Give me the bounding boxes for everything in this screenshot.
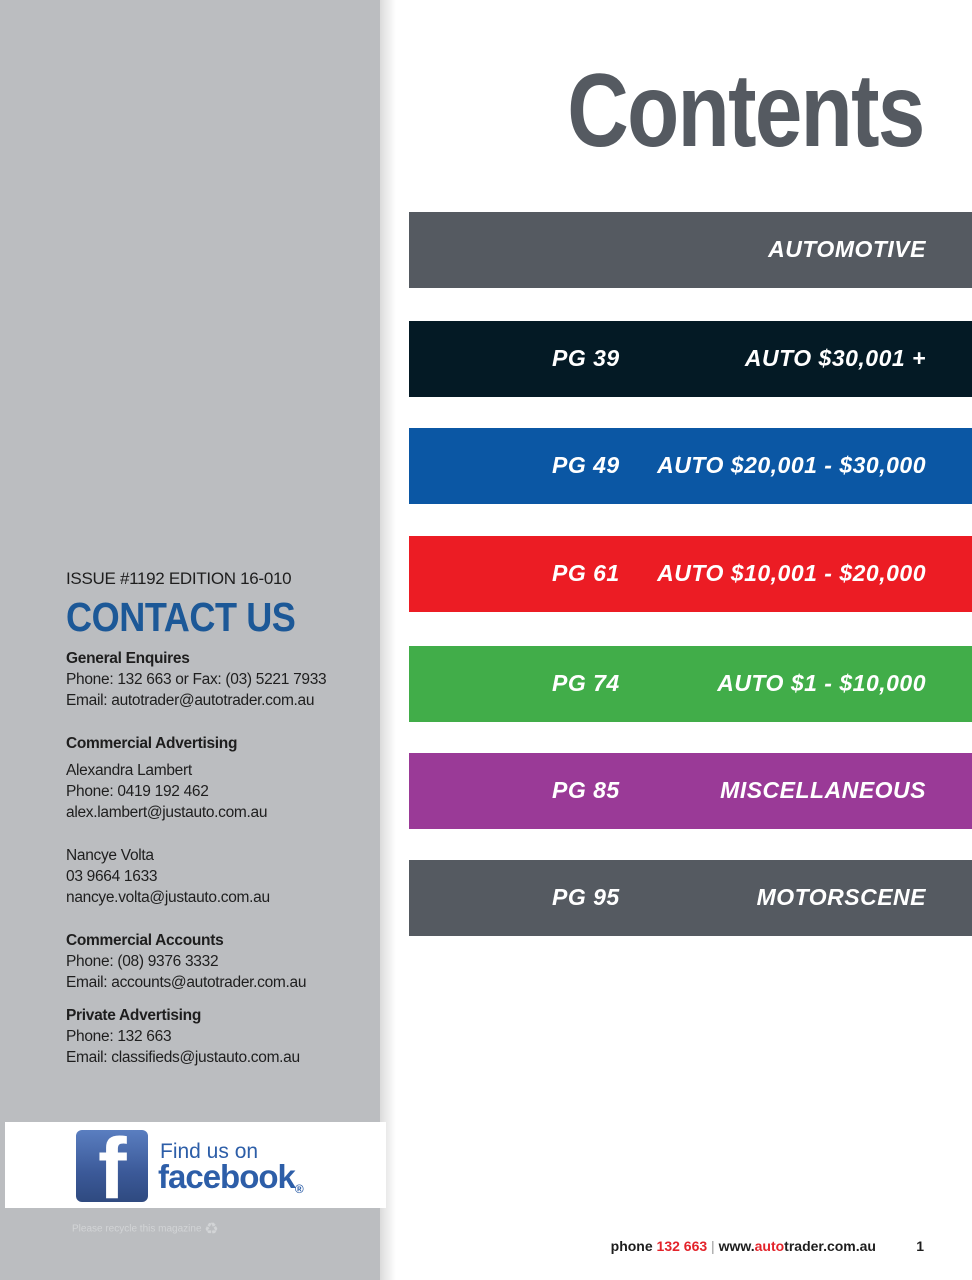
- page-number: 1: [916, 1238, 924, 1254]
- footer-url-trader[interactable]: trader.com.au: [784, 1238, 876, 1254]
- section-page: PG 74: [552, 670, 620, 696]
- find-us-on-text: Find us on: [160, 1140, 259, 1163]
- commercial-advertising-block: [66, 733, 366, 908]
- section-auto-10001-20000[interactable]: [409, 536, 972, 612]
- accounts-email[interactable]: Email: accounts@autotrader.com.au: [66, 974, 307, 991]
- commercial-accounts-heading: Commercial Accounts: [66, 932, 224, 949]
- contents-title: Contents: [567, 53, 924, 169]
- general-phone: Phone: 132 663 or Fax: (03) 5221 7933: [66, 671, 327, 688]
- general-enquires-heading: General Enquires: [66, 650, 190, 667]
- facebook-banner[interactable]: [5, 1122, 386, 1208]
- contact2-name: Nancye Volta: [66, 847, 154, 864]
- facebook-wordmark: [158, 1158, 303, 1196]
- section-page: PG 39: [552, 345, 620, 371]
- section-label: AUTOMOTIVE: [768, 236, 926, 262]
- section-auto-30001-plus[interactable]: [409, 321, 972, 397]
- section-page: PG 95: [552, 884, 620, 910]
- section-page: PG 85: [552, 777, 620, 803]
- contact-section: [66, 568, 366, 1068]
- section-auto-20001-30000[interactable]: [409, 428, 972, 504]
- section-motorscene[interactable]: [409, 860, 972, 936]
- private-email[interactable]: Email: classifieds@justauto.com.au: [66, 1049, 300, 1066]
- private-advertising-heading: Private Advertising: [66, 1007, 201, 1024]
- commercial-advertising-heading: Commercial Advertising: [66, 735, 238, 752]
- contact1-phone: Phone: 0419 192 462: [66, 783, 209, 800]
- recycle-text: Please recycle this magazine: [72, 1223, 202, 1235]
- section-miscellaneous[interactable]: [409, 753, 972, 829]
- contact1-name: Alexandra Lambert: [66, 762, 192, 779]
- footer-separator: |: [707, 1238, 719, 1254]
- issue-edition: ISSUE #1192 EDITION 16-010: [66, 569, 292, 588]
- footer-contact: [611, 1238, 876, 1254]
- section-label: AUTO $1 - $10,000: [717, 670, 926, 696]
- sidebar-shadow: [380, 0, 396, 1280]
- section-label: AUTO $20,001 - $30,000: [657, 452, 926, 478]
- private-advertising-block: [66, 1005, 366, 1068]
- section-page: PG 49: [552, 452, 620, 478]
- section-label: AUTO $10,001 - $20,000: [657, 560, 926, 586]
- footer-phone-label: phone: [610, 1238, 657, 1254]
- section-page: PG 61: [552, 560, 620, 586]
- section-auto-1-10000[interactable]: [409, 646, 972, 722]
- general-enquires-block: [66, 648, 366, 711]
- contact2-phone: 03 9664 1633: [66, 868, 158, 885]
- private-phone: Phone: 132 663: [66, 1028, 172, 1045]
- section-label: AUTO $30,001 +: [744, 345, 926, 371]
- facebook-logo-icon: [76, 1130, 148, 1202]
- footer-url-www[interactable]: www.: [718, 1238, 755, 1254]
- contact-us-heading: CONTACT US: [66, 594, 296, 640]
- footer-phone-number: 132 663: [656, 1238, 708, 1254]
- registered-mark: ®: [294, 1182, 303, 1196]
- recycle-icon: ♻: [204, 1221, 219, 1238]
- contact2-email[interactable]: nancye.volta@justauto.com.au: [66, 889, 270, 906]
- section-label: MOTORSCENE: [756, 884, 926, 910]
- recycle-note: [72, 1219, 219, 1239]
- contact1-email[interactable]: alex.lambert@justauto.com.au: [66, 804, 268, 821]
- commercial-accounts-block: [66, 930, 366, 993]
- general-email[interactable]: Email: autotrader@autotrader.com.au: [66, 692, 315, 709]
- section-label: MISCELLANEOUS: [720, 777, 926, 803]
- footer-url-auto[interactable]: auto: [754, 1238, 785, 1254]
- section-automotive[interactable]: [409, 212, 972, 288]
- facebook-f-letter: f: [98, 1130, 127, 1202]
- accounts-phone: Phone: (08) 9376 3332: [66, 953, 219, 970]
- facebook-word: facebook: [158, 1158, 295, 1195]
